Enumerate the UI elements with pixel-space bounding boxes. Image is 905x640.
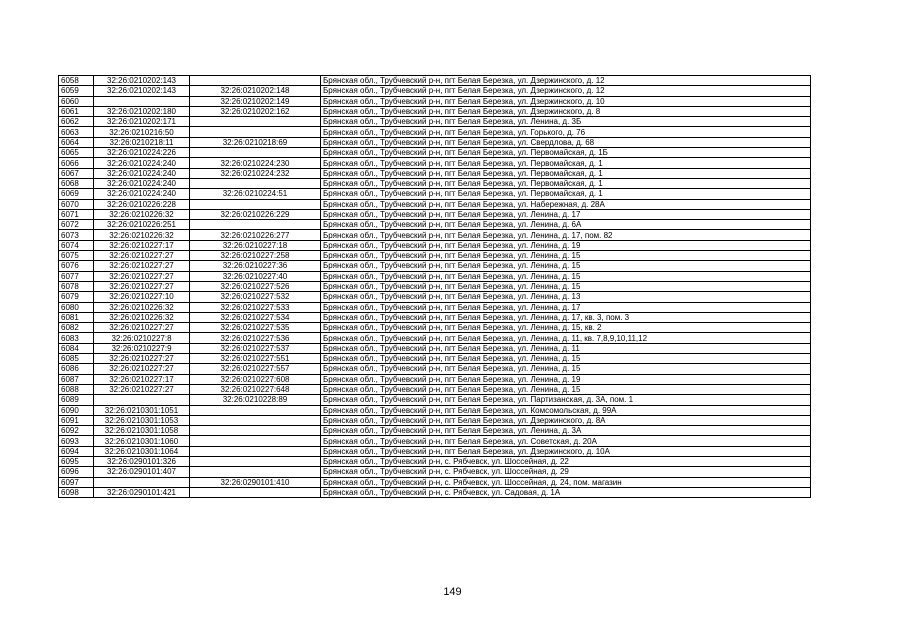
table-row — [59, 158, 811, 168]
object-cadastral-number-cell — [190, 415, 321, 425]
object-cadastral-number-cell: 32:26:0210228:89 — [190, 395, 321, 405]
cadastral-number-cell: 32:26:0210226:228 — [94, 199, 190, 209]
address-cell: Брянская обл., Трубчевский р-н, пгт Белая Березка, ул. Партизанская, д. 3А, пом. 1 — [321, 395, 811, 405]
row-number-cell: 6086 — [59, 364, 94, 374]
table-row — [59, 477, 811, 487]
row-number-cell: 6076 — [59, 261, 94, 271]
object-cadastral-number-cell: 32:26:0210224:230 — [190, 158, 321, 168]
cadastral-number-cell — [94, 395, 190, 405]
address-cell: Брянская обл., Трубчевский р-н, пгт Белая Березка, ул. Ленина, д. 15 — [321, 384, 811, 394]
row-number-cell: 6079 — [59, 292, 94, 302]
object-cadastral-number-cell — [190, 405, 321, 415]
registry-table — [58, 75, 811, 498]
row-number-cell: 6073 — [59, 230, 94, 240]
table-row — [59, 86, 811, 96]
row-number-cell: 6059 — [59, 86, 94, 96]
address-cell: Брянская обл., Трубчевский р-н, пгт Белая Березка, ул. Первомайская, д. 1 — [321, 178, 811, 188]
object-cadastral-number-cell — [190, 117, 321, 127]
cadastral-number-cell: 32:26:0210227:17 — [94, 240, 190, 250]
row-number-cell: 6067 — [59, 168, 94, 178]
table-row — [59, 281, 811, 291]
object-cadastral-number-cell — [190, 426, 321, 436]
table-row — [59, 446, 811, 456]
object-cadastral-number-cell: 32:26:0210224:51 — [190, 189, 321, 199]
row-number-cell: 6063 — [59, 127, 94, 137]
address-cell: Брянская обл., Трубчевский р-н, пгт Белая Березка, ул. Ленина, д. 15 — [321, 281, 811, 291]
table-row — [59, 261, 811, 271]
row-number-cell: 6095 — [59, 456, 94, 466]
row-number-cell: 6070 — [59, 199, 94, 209]
row-number-cell: 6082 — [59, 323, 94, 333]
object-cadastral-number-cell — [190, 178, 321, 188]
cadastral-number-cell: 32:26:0210202:143 — [94, 76, 190, 86]
address-cell: Брянская обл., Трубчевский р-н, пгт Белая Березка, ул. Дзержинского, д. 12 — [321, 86, 811, 96]
row-number-cell: 6089 — [59, 395, 94, 405]
object-cadastral-number-cell: 32:26:0210202:162 — [190, 106, 321, 116]
cadastral-number-cell: 32:26:0210301:1051 — [94, 405, 190, 415]
table-row — [59, 76, 811, 86]
row-number-cell: 6061 — [59, 106, 94, 116]
object-cadastral-number-cell: 32:26:0210227:557 — [190, 364, 321, 374]
cadastral-number-cell: 32:26:0210227:27 — [94, 261, 190, 271]
address-cell: Брянская обл., Трубчевский р-н, пгт Белая Березка, ул. Ленина, д. 15, кв. 2 — [321, 323, 811, 333]
address-cell: Брянская обл., Трубчевский р-н, пгт Белая Березка, ул. Ленина, д. 11 — [321, 343, 811, 353]
address-cell: Брянская обл., Трубчевский р-н, пгт Белая Березка, ул. Ленина, д. 6А — [321, 220, 811, 230]
registry-table-body — [59, 76, 811, 498]
address-cell: Брянская обл., Трубчевский р-н, пгт Белая Березка, ул. Ленина, д. 17, пом. 82 — [321, 230, 811, 240]
address-cell: Брянская обл., Трубчевский р-н, пгт Белая Березка, ул. Дзержинского, д. 8А — [321, 415, 811, 425]
address-cell: Брянская обл., Трубчевский р-н, пгт Белая Березка, ул. Советская, д. 20А — [321, 436, 811, 446]
object-cadastral-number-cell: 32:26:0210218:69 — [190, 137, 321, 147]
address-cell: Брянская обл., Трубчевский р-н, пгт Белая Березка, ул. Первомайская, д. 1 — [321, 168, 811, 178]
table-row — [59, 487, 811, 497]
row-number-cell: 6062 — [59, 117, 94, 127]
row-number-cell: 6080 — [59, 302, 94, 312]
cadastral-number-cell: 32:26:0210227:27 — [94, 364, 190, 374]
object-cadastral-number-cell — [190, 436, 321, 446]
table-row — [59, 415, 811, 425]
cadastral-number-cell: 32:26:0210301:1058 — [94, 426, 190, 436]
table-row — [59, 436, 811, 446]
row-number-cell: 6092 — [59, 426, 94, 436]
table-row — [59, 323, 811, 333]
object-cadastral-number-cell: 32:26:0210227:551 — [190, 354, 321, 364]
address-cell: Брянская обл., Трубчевский р-н, пгт Белая Березка, ул. Ленина, д. 3А — [321, 426, 811, 436]
address-cell: Брянская обл., Трубчевский р-н, пгт Белая Березка, ул. Комсомольская, д. 99А — [321, 405, 811, 415]
address-cell: Брянская обл., Трубчевский р-н, пгт Белая Березка, ул. Дзержинского, д. 10 — [321, 96, 811, 106]
table-row — [59, 106, 811, 116]
table-row — [59, 189, 811, 199]
object-cadastral-number-cell: 32:26:0210227:526 — [190, 281, 321, 291]
row-number-cell: 6097 — [59, 477, 94, 487]
object-cadastral-number-cell: 32:26:0210227:533 — [190, 302, 321, 312]
table-row — [59, 312, 811, 322]
cadastral-number-cell: 32:26:0210202:171 — [94, 117, 190, 127]
cadastral-number-cell: 32:26:0290101:407 — [94, 467, 190, 477]
row-number-cell: 6088 — [59, 384, 94, 394]
object-cadastral-number-cell: 32:26:0210226:277 — [190, 230, 321, 240]
object-cadastral-number-cell — [190, 220, 321, 230]
table-row — [59, 302, 811, 312]
address-cell: Брянская обл., Трубчевский р-н, пгт Белая Березка, ул. Ленина, д. 15 — [321, 251, 811, 261]
address-cell: Брянская обл., Трубчевский р-н, пгт Белая Березка, ул. Горького, д. 76 — [321, 127, 811, 137]
address-cell: Брянская обл., Трубчевский р-н, пгт Белая Березка, ул. Ленина, д. 13 — [321, 292, 811, 302]
row-number-cell: 6098 — [59, 487, 94, 497]
cadastral-number-cell: 32:26:0210227:27 — [94, 271, 190, 281]
cadastral-number-cell: 32:26:0210227:17 — [94, 374, 190, 384]
address-cell: Брянская обл., Трубчевский р-н, пгт Белая Березка, ул. Ленина, д. 15 — [321, 354, 811, 364]
address-cell: Брянская обл., Трубчевский р-н, пгт Белая Березка, ул. Первомайская, д. 1 — [321, 158, 811, 168]
table-row — [59, 271, 811, 281]
address-cell: Брянская обл., Трубчевский р-н, пгт Белая Березка, ул. Свердлова, д. 68 — [321, 137, 811, 147]
cadastral-number-cell: 32:26:0210224:240 — [94, 178, 190, 188]
address-cell: Брянская обл., Трубчевский р-н, пгт Белая Березка, ул. Ленина, д. 17 — [321, 302, 811, 312]
address-cell: Брянская обл., Трубчевский р-н, пгт Белая Березка, ул. Ленина, д. 19 — [321, 240, 811, 250]
table-row — [59, 199, 811, 209]
table-row — [59, 137, 811, 147]
object-cadastral-number-cell: 32:26:0210227:534 — [190, 312, 321, 322]
table-row — [59, 354, 811, 364]
table-row — [59, 96, 811, 106]
address-cell: Брянская обл., Трубчевский р-н, пгт Белая Березка, ул. Ленина, д. 17 — [321, 209, 811, 219]
page-number: 149 — [443, 586, 462, 598]
address-cell: Брянская обл., Трубчевский р-н, пгт Белая Березка, ул. Первомайская, д. 1Б — [321, 148, 811, 158]
table-row — [59, 292, 811, 302]
cadastral-number-cell: 32:26:0210227:27 — [94, 354, 190, 364]
row-number-cell: 6078 — [59, 281, 94, 291]
address-cell: Брянская обл., Трубчевский р-н, с. Рябчевск, ул. Садовая, д. 1А — [321, 487, 811, 497]
object-cadastral-number-cell — [190, 456, 321, 466]
cadastral-number-cell — [94, 477, 190, 487]
object-cadastral-number-cell: 32:26:0210227:536 — [190, 333, 321, 343]
row-number-cell: 6075 — [59, 251, 94, 261]
address-cell: Брянская обл., Трубчевский р-н, пгт Белая Березка, ул. Ленина, д. 15 — [321, 261, 811, 271]
cadastral-number-cell: 32:26:0210226:32 — [94, 312, 190, 322]
object-cadastral-number-cell — [190, 487, 321, 497]
cadastral-number-cell — [94, 96, 190, 106]
object-cadastral-number-cell — [190, 199, 321, 209]
object-cadastral-number-cell: 32:26:0290101:410 — [190, 477, 321, 487]
table-row — [59, 426, 811, 436]
cadastral-number-cell: 32:26:0210227:27 — [94, 281, 190, 291]
row-number-cell: 6072 — [59, 220, 94, 230]
address-cell: Брянская обл., Трубчевский р-н, пгт Белая Березка, ул. Первомайская, д. 1 — [321, 189, 811, 199]
address-cell: Брянская обл., Трубчевский р-н, пгт Белая Березка, ул. Ленина, д. 11, кв. 7,8,9,10,11,12 — [321, 333, 811, 343]
cadastral-number-cell: 32:26:0210227:27 — [94, 323, 190, 333]
cadastral-number-cell: 32:26:0210227:27 — [94, 384, 190, 394]
cadastral-number-cell: 32:26:0210301:1053 — [94, 415, 190, 425]
row-number-cell: 6064 — [59, 137, 94, 147]
cadastral-number-cell: 32:26:0210224:240 — [94, 168, 190, 178]
row-number-cell: 6069 — [59, 189, 94, 199]
cadastral-number-cell: 32:26:0290101:421 — [94, 487, 190, 497]
object-cadastral-number-cell: 32:26:0210227:40 — [190, 271, 321, 281]
cadastral-number-cell: 32:26:0210227:9 — [94, 343, 190, 353]
object-cadastral-number-cell: 32:26:0210202:149 — [190, 96, 321, 106]
table-row — [59, 168, 811, 178]
address-cell: Брянская обл., Трубчевский р-н, пгт Белая Березка, ул. Ленина, д. 3Б — [321, 117, 811, 127]
cadastral-number-cell: 32:26:0210227:27 — [94, 251, 190, 261]
row-number-cell: 6091 — [59, 415, 94, 425]
cadastral-number-cell: 32:26:0210226:32 — [94, 302, 190, 312]
row-number-cell: 6068 — [59, 178, 94, 188]
cadastral-number-cell: 32:26:0210226:32 — [94, 230, 190, 240]
address-cell: Брянская обл., Трубчевский р-н, пгт Белая Березка, ул. Дзержинского, д. 12 — [321, 76, 811, 86]
row-number-cell: 6096 — [59, 467, 94, 477]
object-cadastral-number-cell: 32:26:0210227:648 — [190, 384, 321, 394]
object-cadastral-number-cell: 32:26:0210227:18 — [190, 240, 321, 250]
row-number-cell: 6085 — [59, 354, 94, 364]
table-row — [59, 333, 811, 343]
address-cell: Брянская обл., Трубчевский р-н, с. Рябчевск, ул. Шоссейная, д. 22 — [321, 456, 811, 466]
cadastral-number-cell: 32:26:0210226:32 — [94, 209, 190, 219]
cadastral-number-cell: 32:26:0210202:180 — [94, 106, 190, 116]
address-cell: Брянская обл., Трубчевский р-н, пгт Белая Березка, ул. Набережная, д. 28А — [321, 199, 811, 209]
table-row — [59, 230, 811, 240]
cadastral-number-cell: 32:26:0210218:11 — [94, 137, 190, 147]
object-cadastral-number-cell — [190, 467, 321, 477]
table-row — [59, 456, 811, 466]
table-row — [59, 178, 811, 188]
cadastral-number-cell: 32:26:0210224:240 — [94, 189, 190, 199]
cadastral-number-cell: 32:26:0210227:10 — [94, 292, 190, 302]
object-cadastral-number-cell — [190, 446, 321, 456]
row-number-cell: 6087 — [59, 374, 94, 384]
table-row — [59, 343, 811, 353]
cadastral-number-cell: 32:26:0210301:1064 — [94, 446, 190, 456]
table-row — [59, 127, 811, 137]
row-number-cell: 6093 — [59, 436, 94, 446]
table-row — [59, 148, 811, 158]
row-number-cell: 6058 — [59, 76, 94, 86]
address-cell: Брянская обл., Трубчевский р-н, с. Рябчевск, ул. Шоссейная, д. 24, пом. магазин — [321, 477, 811, 487]
row-number-cell: 6066 — [59, 158, 94, 168]
table-row — [59, 364, 811, 374]
address-cell: Брянская обл., Трубчевский р-н, пгт Белая Березка, ул. Ленина, д. 19 — [321, 374, 811, 384]
cadastral-number-cell: 32:26:0210226:251 — [94, 220, 190, 230]
address-cell: Брянская обл., Трубчевский р-н, пгт Белая Березка, ул. Дзержинского, д. 10А — [321, 446, 811, 456]
cadastral-number-cell: 32:26:0210216:50 — [94, 127, 190, 137]
address-cell: Брянская обл., Трубчевский р-н, с. Рябчевск, ул. Шоссейная, д. 29 — [321, 467, 811, 477]
row-number-cell: 6077 — [59, 271, 94, 281]
table-row — [59, 467, 811, 477]
address-cell: Брянская обл., Трубчевский р-н, пгт Белая Березка, ул. Ленина, д. 15 — [321, 271, 811, 281]
cadastral-number-cell: 32:26:0290101:326 — [94, 456, 190, 466]
object-cadastral-number-cell — [190, 148, 321, 158]
object-cadastral-number-cell: 32:26:0210227:532 — [190, 292, 321, 302]
address-cell: Брянская обл., Трубчевский р-н, пгт Белая Березка, ул. Ленина, д. 15 — [321, 364, 811, 374]
table-row — [59, 220, 811, 230]
table-row — [59, 209, 811, 219]
table-row — [59, 395, 811, 405]
table-row — [59, 251, 811, 261]
object-cadastral-number-cell: 32:26:0210227:535 — [190, 323, 321, 333]
row-number-cell: 6065 — [59, 148, 94, 158]
object-cadastral-number-cell: 32:26:0210227:608 — [190, 374, 321, 384]
row-number-cell: 6074 — [59, 240, 94, 250]
table-row — [59, 117, 811, 127]
object-cadastral-number-cell: 32:26:0210227:258 — [190, 251, 321, 261]
table-row — [59, 384, 811, 394]
object-cadastral-number-cell — [190, 127, 321, 137]
row-number-cell: 6090 — [59, 405, 94, 415]
object-cadastral-number-cell: 32:26:0210227:36 — [190, 261, 321, 271]
cadastral-number-cell: 32:26:0210224:226 — [94, 148, 190, 158]
row-number-cell: 6094 — [59, 446, 94, 456]
object-cadastral-number-cell: 32:26:0210224:232 — [190, 168, 321, 178]
row-number-cell: 6083 — [59, 333, 94, 343]
object-cadastral-number-cell: 32:26:0210202:148 — [190, 86, 321, 96]
row-number-cell: 6071 — [59, 209, 94, 219]
cadastral-number-cell: 32:26:0210301:1060 — [94, 436, 190, 446]
cadastral-number-cell: 32:26:0210224:240 — [94, 158, 190, 168]
row-number-cell: 6081 — [59, 312, 94, 322]
row-number-cell: 6060 — [59, 96, 94, 106]
address-cell: Брянская обл., Трубчевский р-н, пгт Белая Березка, ул. Дзержинского, д. 8 — [321, 106, 811, 116]
table-row — [59, 240, 811, 250]
table-row — [59, 405, 811, 415]
object-cadastral-number-cell: 32:26:0210227:537 — [190, 343, 321, 353]
row-number-cell: 6084 — [59, 343, 94, 353]
table-row — [59, 374, 811, 384]
cadastral-number-cell: 32:26:0210227:8 — [94, 333, 190, 343]
object-cadastral-number-cell — [190, 76, 321, 86]
cadastral-number-cell: 32:26:0210202:143 — [94, 86, 190, 96]
object-cadastral-number-cell: 32:26:0210226:229 — [190, 209, 321, 219]
address-cell: Брянская обл., Трубчевский р-н, пгт Белая Березка, ул. Ленина, д. 17, кв. 3, пом. 3 — [321, 312, 811, 322]
